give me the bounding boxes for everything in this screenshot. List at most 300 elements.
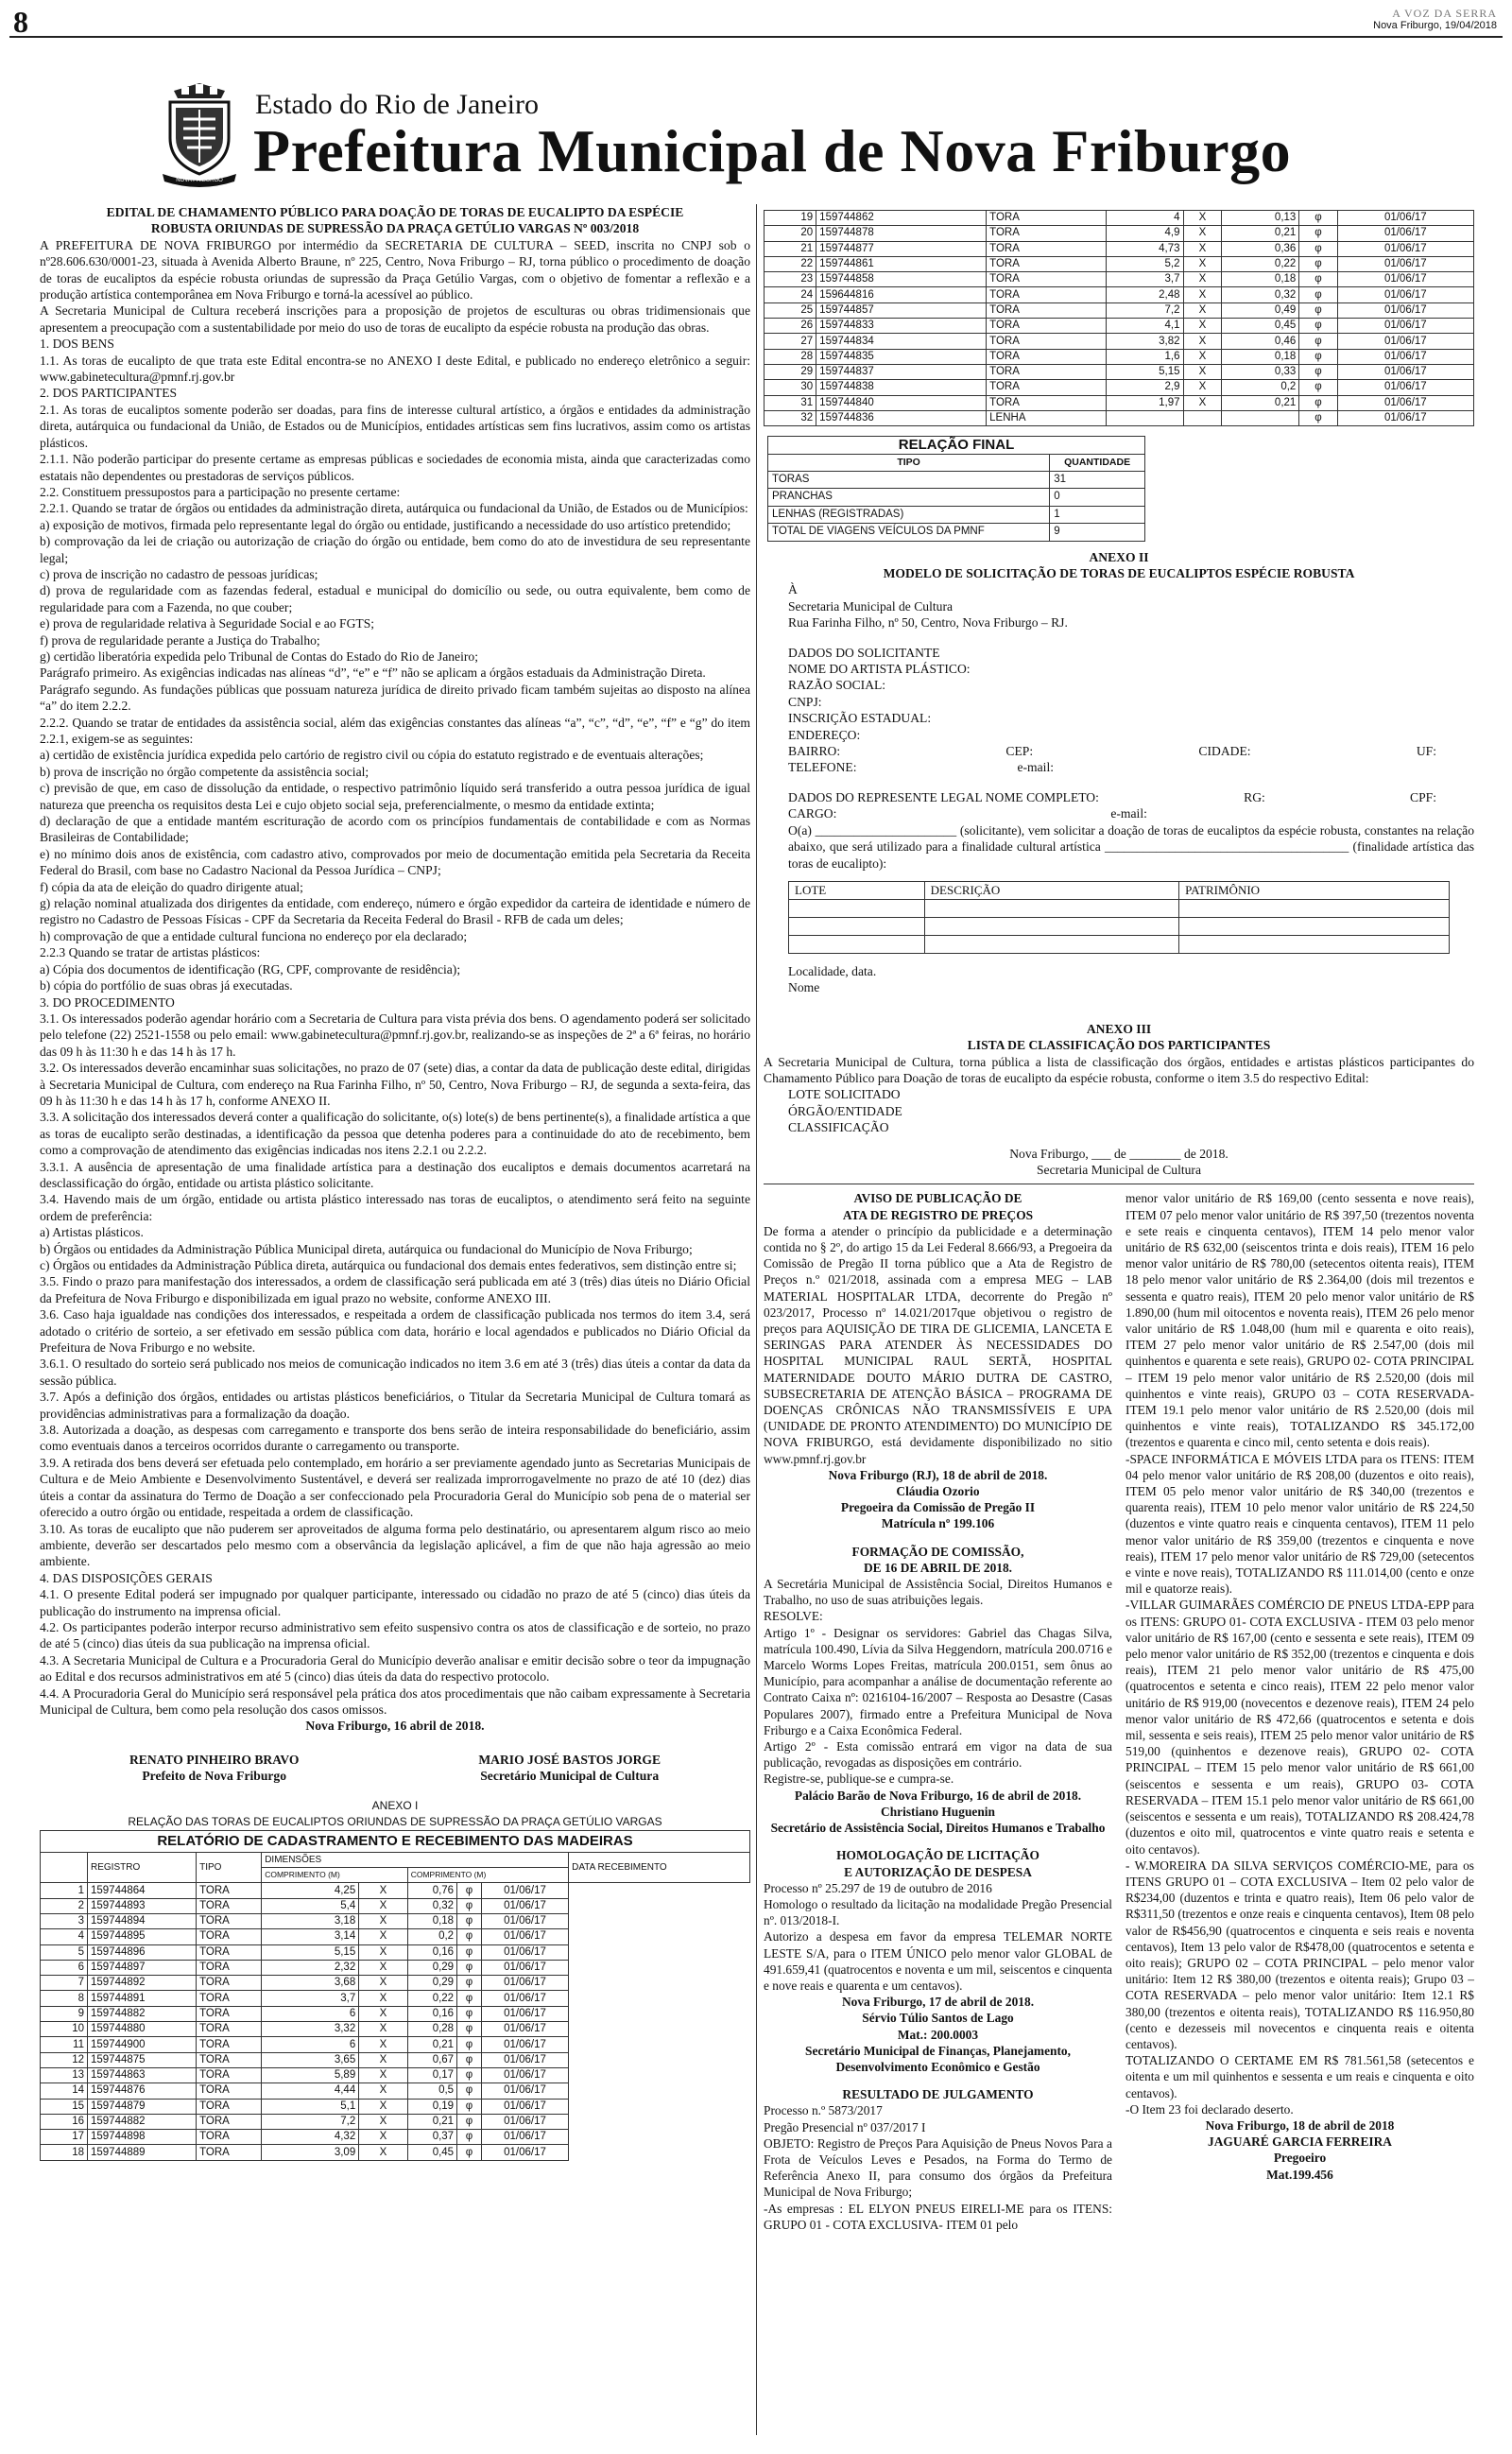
table-row bbox=[41, 1914, 750, 1929]
table-cell: 2,32 bbox=[262, 1960, 359, 1975]
prefeitura-header bbox=[161, 81, 1389, 195]
table-cell: X bbox=[1183, 287, 1222, 302]
request-nome: Nome bbox=[788, 980, 820, 995]
table-cell: X bbox=[1183, 226, 1222, 241]
table-cell: 3,09 bbox=[262, 2145, 359, 2160]
table-cell: TORA bbox=[197, 1898, 262, 1913]
table-cell: 23 bbox=[765, 272, 816, 287]
notices-left: AVISO DE PUBLICAÇÃO DE ATA DE REGISTRO DE PREÇOS De forma a atender o princípio da publicidade e a determinação contida no § 2º, do artigo 15 da Lei Federal 8.666/93, a Pregoeira da Comissão de Pregão II torna público que a Ata de Registro de Preços n.º 021/2018, assinada com a empresa MEG – LAB MATERIAL HOSPITALAR LTDA, decorrente do Pregão nº 023/2017, Processo nº 14.021/2017que objetivou o registro de preços para AQUISIÇÃO DE TIRA DE GLICEMIA, LANCETA E SERINGAS PARA ATENDER ÀS NECESSIDADES DO HOSPITAL MUNICIPAL RAUL SERTÃ, HOSPITAL MATERNIDADE DOUTO MÁRIO DUTRA DE CASTRO, SUBSECRETARIA DE ATENÇÃO BÁSICA – PROGRAMA DE DOENÇAS CRÔNICAS NÃO TRANSMISSÍVEIS E UPA (UNIDADE DE PRONTO ATENDIMENTO) DO MUNICÍPIO DE NOVA FRIBURGO, está devidamente disponibilizado no sitio www.pmnf.rj.gov.br Nova Friburgo (RJ), 18 de abril de 2018. Cláudia Ozorio Pregoeira da Comissão de Pregão II Matrícula nº 199.106 FORMAÇÃO DE COMISSÃO, DE 16 DE ABRIL DE 2018. A Secretária Municipal de Assistência Social, Direitos Humanos e Trabalho, no uso de suas atribuições legais. RESOLVE: Artigo 1º - Designar os servidores: Gabriel das Chagas Silva, matrícula 100.490, Lívia da Silva Heggendorn, matrícula 200.0716 e Marcelo Worms Lopes Freitas, matrícula 200.0151, sem ônus ao Município, para acompanhar a análise de documentação referente ao Contrato Caixa nº: 0216104-16/2007 – Resposta ao Desastre (Casas Populares 2007), firmado entre a Prefeitura Municipal de Nova Friburgo e a Caixa Econômica Federal. Artigo 2º - Esta comissão entrará em vigor na data de sua publicação, revogadas as disposições em contrário. Registre-se, publique-se e cumpra-se. Palácio Barão de Nova Friburgo, 16 de abril de 2018. Christiano Huguenin Secretário de Assistência Social, Direitos Humanos e Trabalho HOMOLOGAÇÃO DE LICITAÇÃO E AUTORIZAÇÃO DE DESPESA Processo nº 25.297 de 19 de outubro de 2016 Homologo o resultado da licitação na modalidade Pregão Presencial nº. 013/2018-I. Autorizo a despesa em favor da empresa TELEMAR NORTE LESTE S/A, para o ITEM ÚNICO pelo menor valor GLOBAL de 491.659,41 (quatrocentos e noventa e um mil, seiscentos e cinquenta e nove reais e quarenta e um centavos). Nova Friburgo, 17 de abril de 2018. Sérvio Túlio Santos de Lago Mat.: 200.0003 Secretário Municipal de Finanças, Planejamento, Desenvolvimento Econômico e Gestão RESULTADO DE JULGAMENTO Processo n.º 5873/2017 Pregão Presencial nº 037/2017 I OBJETO: Registro de Preços Para Aquisição de Pneus Novos Para a Frota de Veículos Leves e Pesados, na Forma do Termo de Referência Anexo II, para consumo dos órgãos da Prefeitura Municipal de Nova Friburgo; -As empresas : EL ELYON PNEUS EIRELI-ME para os ITENS: GRUPO 01 - COTA EXCLUSIVA- ITEM 01 pelo bbox=[764, 1191, 1112, 2232]
table-cell: TORA bbox=[197, 1960, 262, 1975]
table-cell: 0,19 bbox=[407, 2099, 456, 2114]
table-cell: 0 bbox=[1050, 489, 1145, 506]
edital-paragraph: 3.10. As toras de eucalipto que não puderem ser aproveitados de alguma forma pelo destinatário, ou apresentarem algum risco ao meio ambiente, deverão ser descartados pelo mesmo com a observância da legislação aplicável, a fim de que não haja agressão ao meio ambiente. bbox=[40, 1521, 750, 1569]
table-cell: 1,97 bbox=[1106, 395, 1183, 410]
anexo3-subtitle: LISTA DE CLASSIFICAÇÃO DOS PARTICIPANTES bbox=[967, 1038, 1271, 1053]
col-diametro: COMPRIMENTO (M) bbox=[407, 1868, 568, 1883]
table-cell: 01/06/17 bbox=[481, 1960, 568, 1975]
table-cell: X bbox=[1183, 349, 1222, 364]
table-cell: TORA bbox=[197, 2114, 262, 2129]
table-cell: X bbox=[359, 2114, 407, 2129]
table-cell: 159744891 bbox=[88, 1991, 197, 2006]
table-cell: φ bbox=[457, 2145, 482, 2160]
table-cell: φ bbox=[1299, 287, 1337, 302]
table-cell: 159744896 bbox=[88, 1944, 197, 1960]
notices-section bbox=[764, 1190, 1474, 2233]
table-cell: φ bbox=[1299, 364, 1337, 379]
table-cell: TORA bbox=[197, 1914, 262, 1929]
table-cell: 01/06/17 bbox=[481, 2052, 568, 2067]
anexo3-text: A Secretaria Municipal de Cultura, torna pública a lista de classificação dos órgãos, entidades e artistas plásticos participantes do Chamamento Público para Doação de toras de eucalipto da espécie robusta, conforme o item 3.5 do respectivo Edital: bbox=[764, 1054, 1474, 1085]
table-cell: φ bbox=[457, 1914, 482, 1929]
edital-paragraph: f) prova de regularidade perante a Justiça do Trabalho; bbox=[40, 632, 320, 648]
table-cell: 6 bbox=[262, 2037, 359, 2052]
table-cell: φ bbox=[1299, 380, 1337, 395]
table-cell: φ bbox=[1299, 395, 1337, 410]
edital-paragraph: 1. DOS BENS bbox=[40, 337, 114, 352]
edital-paragraph: 2.2.3 Quando se tratar de artistas plásticos: bbox=[40, 945, 261, 960]
table-cell: 159744898 bbox=[88, 2130, 197, 2145]
table-cell: TORA bbox=[987, 380, 1106, 395]
table-cell: 0,67 bbox=[407, 2052, 456, 2067]
table-cell: 159744862 bbox=[816, 211, 987, 226]
edital-paragraph: 3.9. A retirada dos bens deverá ser efetuada pelo contemplado, em horário a ser previamente agendado junto as Secretarias Municipais de Cultura e de Meio Ambiente e Desenvolvimento Sustentável, e deverá ser realizada improrrogavelmente no prazo de até 10 (dez) dias úteis a contar da assinatura do Termo de Doação a ser confeccionado pela Procuradoria Geral do Município sob pena de o material ser oferecido a outro órgão ou entidade, respeitada a ordem de classificação. bbox=[40, 1455, 750, 1520]
edital-paragraph: a) Cópia dos documentos de identificação (RG, CPF, comprovante de residência); bbox=[40, 961, 461, 976]
table-row bbox=[765, 334, 1474, 349]
table-cell: 159744858 bbox=[816, 272, 987, 287]
table-cell: φ bbox=[457, 2006, 482, 2021]
table-cell: 0,13 bbox=[1222, 211, 1299, 226]
edital-paragraph: d) declaração de que a entidade mantém escrituração de acordo com os princípios fundamentais de contabilidade e com as Normas Brasileiras de Contabilidade; bbox=[40, 814, 750, 845]
table-cell: X bbox=[359, 2037, 407, 2052]
table-row bbox=[768, 489, 1145, 506]
table-cell: 159744876 bbox=[88, 2083, 197, 2099]
table-cell: 01/06/17 bbox=[481, 2099, 568, 2114]
table-cell: 32 bbox=[765, 410, 816, 425]
right-column bbox=[764, 210, 1474, 2233]
edital-paragraph: a) certidão de existência jurídica expedida pelo cartório de registro civil ou cópia do estatuto registrado e de eventuais alterações; bbox=[40, 748, 704, 763]
table-cell: φ bbox=[457, 2130, 482, 2145]
table-row bbox=[41, 2006, 750, 2021]
table-cell: 01/06/17 bbox=[481, 2022, 568, 2037]
table-cell: X bbox=[1183, 211, 1222, 226]
table-cell: φ bbox=[1299, 211, 1337, 226]
page-number: 8 bbox=[13, 5, 28, 39]
anexo3-signature: Secretaria Municipal de Cultura bbox=[1036, 1162, 1201, 1177]
table-cell: 159744875 bbox=[88, 2052, 197, 2067]
table-cell: TORA bbox=[987, 256, 1106, 271]
table-cell: 25 bbox=[765, 302, 816, 318]
edital-paragraph: 3.7. Após a definição dos órgãos, entidades ou artistas plásticos beneficiários, o Titular da Secretaria Municipal de Cultura tomará as providências administrativas para a formalização da doação. bbox=[40, 1390, 750, 1421]
table-cell: 3,7 bbox=[262, 1991, 359, 2006]
table-cell: TORAS bbox=[768, 471, 1050, 488]
table-cell: 5,2 bbox=[1106, 256, 1183, 271]
edital-paragraph: 2.1. As toras de eucaliptos somente poderão ser doadas, para fins de interesse cultural artístico, a órgãos e entidades da administração direta, autárquica ou fundacional da União, de Estados ou de Municípios, entidades artísticas sem fins lucrativos, assim como os artistas plásticos. bbox=[40, 402, 750, 450]
table-cell: 159744882 bbox=[88, 2006, 197, 2021]
table-cell: 4,9 bbox=[1106, 226, 1183, 241]
table-cell: 159744878 bbox=[816, 226, 987, 241]
table-cell: 18 bbox=[41, 2145, 88, 2160]
table-row bbox=[41, 1991, 750, 2006]
request-local: Localidade, data. bbox=[788, 963, 877, 978]
edital-paragraph: A Secretaria Municipal de Cultura receberá inscrições para a proposição de projetos de esculturas ou obras tridimensionais que apresentem a preocupação com a sustentabilidade por meio do uso de toras de eucalipto da espécie robusta na produção das obras. bbox=[40, 303, 750, 335]
timber-table bbox=[40, 1852, 750, 2161]
table-cell: 159744880 bbox=[88, 2022, 197, 2037]
table-cell: 3,7 bbox=[1106, 272, 1183, 287]
edital-paragraph: 3.2. Os interessados deverão encaminhar suas solicitações, no prazo de 07 (sete) dias, a contar da data de publicação deste edital, dirigidas à Secretaria Municipal de Cultura, com endereço na Rua Farinha Filho, nº 50, Centro, Nova Friburgo – RJ, de segunda a sexta-feira, das 09 h às 11:30 h e das 14 h às 17 h, conforme ANEXO II. bbox=[40, 1061, 750, 1108]
table-cell: 01/06/17 bbox=[481, 2114, 568, 2129]
table-cell: 159744863 bbox=[88, 2067, 197, 2082]
table-cell: 3,68 bbox=[262, 1976, 359, 1991]
edital-paragraph: 4.2. Os participantes poderão interpor recurso administrativo sem efeito suspensivo contra os atos de classificação e de sorteio, no prazo de até 5 (cinco) dias úteis da sua publicação na imprensa oficial. bbox=[40, 1619, 750, 1651]
table-cell: φ bbox=[1299, 319, 1337, 334]
table-cell: 22 bbox=[765, 256, 816, 271]
left-column bbox=[40, 204, 750, 2161]
table-cell: 159744835 bbox=[816, 349, 987, 364]
table-row bbox=[765, 287, 1474, 302]
table-cell: X bbox=[1183, 272, 1222, 287]
edital-paragraph: e) prova de regularidade relativa à Seguridade Social e ao FGTS; bbox=[40, 616, 375, 631]
edital-paragraph: a) exposição de motivos, firmada pelo representante legal do órgão ou entidade, justificando a necessidade do uso artístico pretendido; bbox=[40, 517, 731, 532]
table-cell: 28 bbox=[765, 349, 816, 364]
table-cell: 5,15 bbox=[262, 1944, 359, 1960]
table-cell: 01/06/17 bbox=[1337, 395, 1473, 410]
table-cell: 30 bbox=[765, 380, 816, 395]
table-cell: 9 bbox=[41, 2006, 88, 2021]
table-cell: 01/06/17 bbox=[481, 2130, 568, 2145]
table-cell: 01/06/17 bbox=[481, 2037, 568, 2052]
edital-paragraph: 3.6. Caso haja igualdade nas condições dos interessados, e respeitada a ordem de classificação publicada nos termos do item 3.4, será adotado o critério de sorteio, a ser efetivado em sessão pública com data, horário e local agendados e publicados no Diário Oficial da Prefeitura de Nova Friburgo e no website. bbox=[40, 1307, 750, 1356]
table-cell: φ bbox=[1299, 256, 1337, 271]
table-cell: 0,37 bbox=[407, 2130, 456, 2145]
table-cell: TORA bbox=[987, 211, 1106, 226]
table-cell: 159744889 bbox=[88, 2145, 197, 2160]
table-cell: TORA bbox=[987, 302, 1106, 318]
table-cell: 1,6 bbox=[1106, 349, 1183, 364]
table-cell: 01/06/17 bbox=[1337, 334, 1473, 349]
table-cell: 5,15 bbox=[1106, 364, 1183, 379]
table-cell: 01/06/17 bbox=[481, 1914, 568, 1929]
table-cell: φ bbox=[1299, 349, 1337, 364]
table-row bbox=[41, 2099, 750, 2114]
anexo3-title: ANEXO III bbox=[1086, 1021, 1152, 1036]
table-row bbox=[765, 302, 1474, 318]
table-cell: TORA bbox=[987, 241, 1106, 256]
table-cell: 27 bbox=[765, 334, 816, 349]
table-cell: X bbox=[359, 2006, 407, 2021]
table-row bbox=[41, 1960, 750, 1975]
anexo1-subtitle: RELAÇÃO DAS TORAS DE EUCALIPTOS ORIUNDAS DE SUPRESSÃO DA PRAÇA GETÚLIO VARGAS bbox=[128, 1815, 662, 1828]
edital-paragraph: 4. DAS DISPOSIÇÕES GERAIS bbox=[40, 1570, 213, 1585]
table-cell: 7,2 bbox=[262, 2114, 359, 2129]
edital-paragraph: A PREFEITURA DE NOVA FRIBURGO por intermédio da SECRETARIA DE CULTURA – SEED, inscrita no CNPJ sob o nº28.606.630/0001-23, situada à Avenida Alberto Braune, nº 225, Centro, Nova Friburgo – RJ, torna público o procedimento de doação de toras de eucaliptos da espécie robusta oriundas de supressão da Praça Getúlio Vargas, com o objetivo de fomentar a reflexão e a produção artística contemporânea em Nova Friburgo e torná-la acessível ao público. bbox=[40, 237, 750, 302]
table-cell: 1 bbox=[1050, 506, 1145, 523]
table-cell: TOTAL DE VIAGENS VEÍCULOS DA PMNF bbox=[768, 524, 1050, 541]
crest-caption: NOVA FRIBURGO bbox=[176, 178, 223, 183]
table-cell: X bbox=[359, 1929, 407, 1944]
table-cell: φ bbox=[1299, 410, 1337, 425]
table-cell: 01/06/17 bbox=[1337, 211, 1473, 226]
table-cell: φ bbox=[457, 1929, 482, 1944]
table-cell: 4,25 bbox=[262, 1883, 359, 1898]
table-cell: φ bbox=[457, 2099, 482, 2114]
table-cell: 01/06/17 bbox=[481, 2083, 568, 2099]
col-data: DATA RECEBIMENTO bbox=[569, 1852, 750, 1883]
table-cell: 0,33 bbox=[1222, 364, 1299, 379]
anexo2-subtitle: MODELO DE SOLICITAÇÃO DE TORAS DE EUCALIPTOS ESPÉCIE ROBUSTA bbox=[883, 566, 1355, 580]
table-cell: 159744879 bbox=[88, 2099, 197, 2114]
table-cell: X bbox=[359, 2067, 407, 2082]
table-cell: 01/06/17 bbox=[1337, 256, 1473, 271]
table-cell: 159744857 bbox=[816, 302, 987, 318]
table-cell: 0,21 bbox=[1222, 226, 1299, 241]
edital-paragraph: 3.1. Os interessados poderão agendar horário com a Secretaria de Cultura para vista prévia dos bens. O agendamento poderá ser solicitado pelo telefone (22) 2521-1558 ou pelo email: www.gabinetecultura@pmnf.rj.gov.br, realizando-se as inspeções de 2ª a 6ª feiras, no horário das 09 h às 11:30 h e das 14 h às 17 h. bbox=[40, 1011, 750, 1059]
top-bar bbox=[9, 6, 1503, 38]
table-cell: TORA bbox=[197, 1929, 262, 1944]
table-cell: TORA bbox=[197, 2037, 262, 2052]
table-cell: 3,18 bbox=[262, 1914, 359, 1929]
col-registro: REGISTRO bbox=[88, 1852, 197, 1883]
anexo3-date: Nova Friburgo, ___ de ________ de 2018. bbox=[1009, 1146, 1228, 1161]
table-cell: TORA bbox=[197, 1944, 262, 1960]
edital-paragraph: d) prova de regularidade com as fazendas federal, estadual e municipal do domicílio ou sede, ou outra equivalente, bem como de regularidade para com a Fazenda, no que couber; bbox=[40, 583, 750, 614]
table-cell: 01/06/17 bbox=[1337, 226, 1473, 241]
table-cell: 159744895 bbox=[88, 1929, 197, 1944]
table-cell: φ bbox=[1299, 226, 1337, 241]
table-cell: 4 bbox=[41, 1929, 88, 1944]
table-row bbox=[765, 364, 1474, 379]
edital-paragraph: 1.1. As toras de eucalipto de que trata este Edital encontra-se no ANEXO I deste Edital, e publicado no endereço eletrônico a seguir: www.gabinetecultura@pmnf.rj.gov.br bbox=[40, 353, 750, 385]
table-row bbox=[41, 1929, 750, 1944]
coat-of-arms-icon bbox=[161, 81, 238, 187]
edital-paragraph: h) comprovação de que a entidade cultural funciona no endereço por ela declarado; bbox=[40, 928, 468, 943]
table-cell: 159744833 bbox=[816, 319, 987, 334]
table-cell: X bbox=[1183, 364, 1222, 379]
table-row bbox=[765, 272, 1474, 287]
table-cell: X bbox=[1183, 241, 1222, 256]
anexo1-title: ANEXO I bbox=[371, 1798, 419, 1812]
table-cell: 01/06/17 bbox=[481, 2006, 568, 2021]
table-cell: 4,73 bbox=[1106, 241, 1183, 256]
table-cell: 8 bbox=[41, 1991, 88, 2006]
table-cell: 5,4 bbox=[262, 1898, 359, 1913]
table-cell: 0,17 bbox=[407, 2067, 456, 2082]
table-cell: 01/06/17 bbox=[481, 1991, 568, 2006]
table-cell: 01/06/17 bbox=[481, 2067, 568, 2082]
table-cell: 01/06/17 bbox=[481, 1944, 568, 1960]
table-cell: 0,16 bbox=[407, 2006, 456, 2021]
prefeitura-title: Prefeitura Municipal de Nova Friburgo bbox=[253, 117, 1292, 184]
edital-paragraph: 2.2.1. Quando se tratar de órgãos ou entidades da administração direta, autárquica ou fundacional da União, de Estados ou de Municípios: bbox=[40, 501, 748, 516]
table-cell: LENHA bbox=[987, 410, 1106, 425]
table-cell: φ bbox=[457, 1960, 482, 1975]
table-cell: 159744836 bbox=[816, 410, 987, 425]
table-cell: 159744882 bbox=[88, 2114, 197, 2129]
table-cell: TORA bbox=[197, 2099, 262, 2114]
table-row bbox=[765, 380, 1474, 395]
table-cell: φ bbox=[457, 2067, 482, 2082]
relacao-final: RELAÇÃO FINAL TIPO QUANTIDADE TORAS 31 PRANCHAS 0 LENHAS (REGISTRADAS) 1 TOTAL DE VIAGENS VEÍCULOS DA PMNF 9 bbox=[767, 436, 1145, 541]
table-cell: LENHAS (REGISTRADAS) bbox=[768, 506, 1050, 523]
table-cell: 6 bbox=[41, 1960, 88, 1975]
table-cell: φ bbox=[1299, 241, 1337, 256]
table-cell: 0,45 bbox=[1222, 319, 1299, 334]
table-row bbox=[41, 1883, 750, 1898]
table-row bbox=[41, 2037, 750, 2052]
table-cell: 2 bbox=[41, 1898, 88, 1913]
table-cell: X bbox=[359, 2083, 407, 2099]
edital-paragraph: 4.4. A Procuradoria Geral do Município será responsável pela prática dos atos procedimentais que não caibam expressamente à Secretaria Municipal de Cultura, bem como pela resolução dos casos omissos. bbox=[40, 1685, 750, 1717]
table-cell bbox=[1183, 410, 1222, 425]
edital-paragraph: 3.8. Autorizada a doação, as despesas com carregamento e transporte dos bens serão de inteira responsabilidade do beneficiário, assim como eventuais danos a terceiros ocorridos durante o carregamento ou transporte. bbox=[40, 1423, 750, 1454]
table-row bbox=[41, 2114, 750, 2129]
table-cell: 0,2 bbox=[1222, 380, 1299, 395]
table-cell: TORA bbox=[197, 2083, 262, 2099]
edital-paragraph: c) prova de inscrição no cadastro de pessoas jurídicas; bbox=[40, 566, 318, 581]
table-row bbox=[41, 2022, 750, 2037]
table-cell: 01/06/17 bbox=[481, 1898, 568, 1913]
table-cell: 0,21 bbox=[407, 2037, 456, 2052]
table-cell: 24 bbox=[765, 287, 816, 302]
table-cell: 01/06/17 bbox=[1337, 302, 1473, 318]
table-cell: 3,82 bbox=[1106, 334, 1183, 349]
table-row bbox=[765, 319, 1474, 334]
anexo1-table-title: RELATÓRIO DE CADASTRAMENTO E RECEBIMENTO DAS MADEIRAS bbox=[40, 1830, 750, 1851]
table-cell bbox=[1106, 410, 1183, 425]
table-cell: φ bbox=[1299, 302, 1337, 318]
table-cell: TORA bbox=[987, 272, 1106, 287]
table-cell: 7,2 bbox=[1106, 302, 1183, 318]
table-cell: 0,28 bbox=[407, 2022, 456, 2037]
table-cell: X bbox=[359, 2052, 407, 2067]
edital-paragraph: 3.6.1. O resultado do sorteio será publicado nos meios de comunicação indicados no item 3.6 em até 3 (três) dias úteis a contar da data da sessão pública. bbox=[40, 1357, 750, 1388]
table-cell: X bbox=[1183, 319, 1222, 334]
table-cell: 19 bbox=[765, 211, 816, 226]
table-cell: 15 bbox=[41, 2099, 88, 2114]
table-cell: 01/06/17 bbox=[1337, 364, 1473, 379]
table-row bbox=[41, 1898, 750, 1913]
notices-right: menor valor unitário de R$ 169,00 (cento sessenta e nove reais), ITEM 07 pelo menor valor unitário de R$ 397,50 (trezentos noventa e sete reais e cinquenta centavos), ITEM 14 pelo menor valor unitário de R$ 632,00 (seiscentos trinta e dois reais), ITEM 16 pelo menor valor unitário de R$ 780,00 (setecentos oitenta reais), ITEM 18 pelo menor valor unitário de R$ 2.364,00 (dois mil trezentos e sessenta e quatro reais), ITEM 20 pelo menor valor unitário de R$ 1.890,00 (hum mil oitocentos e noventa reais), ITEM 26 pelo menor valor unitário de R$ 1.048,00 (hum mil e quarenta e oito reais), ITEM 27 pelo menor valor unitário de R$ 2.547,00 (dois mil quinhentos e quarenta e sete reais), GRUPO 02- COTA PRINCIPAL – ITEM 19 pelo menor valor unitário de R$ 2.520,00 (dois mil quinhentos e vinte reais), GRUPO 03 – COTA RESERVADA- ITEM 19.1 pelo menor valor unitário de R$ 2.520,00 (dois mil quinhentos e vinte reais), TOTALIZANDO R$ 345.172,00 (trezentos e quarenta e cinco mil, cento setenta e dois reais). -SPACE INFORMÁTICA E MÓVEIS LTDA para os ITENS: ITEM 04 pelo menor valor unitário de R$ 208,00 (duzentos e oito reais), ITEM 05 pelo menor valor unitário de R$ 340,00 (trezentos e quarenta reais), ITEM 10 pelo menor valor unitário de R$ 224,50 (duzentos e vinte quatro reais e cinquenta centavos), ITEM 11 pelo menor valor unitário de R$ 359,00 (trezentos e cinquenta e nove reais), ITEM 17 pelo menor valor unitário de R$ 729,00 (setecentos e vinte e nove reais), TOTALIZANDO R$ 111.014,00 (cento e onze mil e quatorze reais). -VILLAR GUIMARÃES COMÉRCIO DE PNEUS LTDA-EPP para os ITENS: GRUPO 01- COTA EXCLUSIVA - ITEM 03 pelo menor valor unitário de R$ 167,00 (cento e sessenta e sete reais), ITEM 09 pelo menor valor unitário de R$ 352,00 (trezentos e cinquenta e dois reais), ITEM 21 pelo menor valor unitário de R$ 475,00 (quatrocentos e setenta e cinco reais), ITEM 22 pelo menor valor unitário de R$ 919,00 (novecentos e dezenove reais), ITEM 24 pelo menor valor unitário de R$ 472,66 (quatrocentos e setenta e dois mil, sessenta e seis reais), ITEM 25 pelo menor valor unitário de R$ 519,00 (quinhentos e dezenove reais), GRUPO 02- COTA PRINCIPAL – ITEM 15 pelo menor valor unitário de R$ 661,00 (seiscentos e sessenta e um reais), GRUPO 03- COTA RESERVADA – ITEM 15.1 pelo menor valor unitário de R$ 661,00 (seiscentos e sessenta e um reais), TOTALIZANDO R$ 208.424,78 (duzentos e oito mil, quatrocentos e vinte quatro reais e setenta e oito centavos). - W.MOREIRA DA SILVA SERVIÇOS COMÉRCIO-ME, para os ITENS GRUPO 01 – COTA EXCLUSIVA – Item 02 pelo valor de R$234,00 (duzentos e trinta e quatro reais), Item 06 pelo valor de R$311,50 (trezentos e onze reais e cinquenta centavos), Item 08 pelo valor de R$456,90 (quatrocentos e cinquenta e seis reais e noventa centavos), Item 13 pelo valor de R$478,00 (quatrocentos e setenta e oito reais); GRUPO 02 – COTA PRINCIPAL – pelo menor valor unitário: Item 12 R$ 380,00 (trezentos e oitenta reais); Grupo 03 – COTA RESERVADA – pelo menor valor unitário: Item 12.1 R$ 380,00 (trezentos e oitenta reais), TOTALIZANDO R$ 116.950,80 (cento e dezesseis mil novecentos e cinquenta reais e oitenta centavos). TOTALIZANDO O CERTAME EM R$ 781.561,58 (setecentos e oitenta e um mil quinhentos e sessenta e um reais e cinquenta e oito centavos). -O Item 23 foi declarado deserto. Nova Friburgo, 18 de abril de 2018 JAGUARÉ GARCIA FERREIRA Pregoeiro Mat.199.456 bbox=[1125, 1191, 1474, 2182]
table-cell: 01/06/17 bbox=[481, 1883, 568, 1898]
edital-paragraph: g) certidão liberatória expedida pelo Tribunal de Contas do Estado do Rio de Janeiro; bbox=[40, 648, 478, 664]
table-cell: PRANCHAS bbox=[768, 489, 1050, 506]
signature-secretario: MARIO JOSÉ BASTOS JORGE Secretário Municipal de Cultura bbox=[478, 1752, 662, 1784]
table-cell: 0,21 bbox=[407, 2114, 456, 2129]
edital-paragraph: 4.1. O presente Edital poderá ser impugnado por qualquer participante, interessado ou cidadão no prazo de até 5 (cinco) dias úteis da publicação do instrumento na imprensa oficial. bbox=[40, 1587, 750, 1618]
table-cell: 0,18 bbox=[407, 1914, 456, 1929]
edital-paragraph: b) comprovação da lei de criação ou autorização de criação do órgão ou entidade, bem como do ato de investidura de seu representante legal; bbox=[40, 534, 750, 565]
table-cell: 11 bbox=[41, 2037, 88, 2052]
aviso-text: De forma a atender o princípio da publicidade e a determinação contida no § 2º, do artigo 15 da Lei Federal 8.666/93, a Pregoeira da Comissão de Pregão II torna público que a Ata de Registro de Preços n.º 021/2018, assinada com a empresa MEG – LAB MATERIAL HOSPITALAR LTDA, decorrente do Pregão nº 023/2017, Processo nº 14.021/2017que objetivou o registro de preços para AQUISIÇÃO DE TIRA DE GLICEMIA, LANCETA E SERINGAS PARA ATENDER ÀS NECESSIDADES DO HOSPITAL MUNICIPAL RAUL SERTÃ, HOSPITAL MATERNIDADE DOUTO MÁRIO DUTRA DE CASTRO, SUBSECRETARIA DE ATENÇÃO BÁSICA – PROGRAMA DE DOENÇAS CRÔNICAS NÃO TRANSMISSÍVEIS E UPA (UNIDADE DE PRONTO ATENDIMENTO) DO MUNICÍPIO DE NOVA FRIBURGO, está devidamente disponibilizado no sitio www.pmnf.rj.gov.br bbox=[764, 1223, 1112, 1466]
table-cell: 3,65 bbox=[262, 2052, 359, 2067]
table-cell: 4,44 bbox=[262, 2083, 359, 2099]
table-cell: 5,1 bbox=[262, 2099, 359, 2114]
table-cell: X bbox=[359, 1976, 407, 1991]
table-cell: φ bbox=[457, 2037, 482, 2052]
edital-paragraph: Parágrafo segundo. As fundações públicas que possuam natureza jurídica de direito privado ficam também sujeitas ao disposto na alínea “a” do item 2.2.2. bbox=[40, 682, 750, 714]
table-cell: TORA bbox=[987, 349, 1106, 364]
table-row bbox=[41, 2067, 750, 2082]
col-dimensoes: DIMENSÕES bbox=[262, 1852, 569, 1867]
table-cell: 159744893 bbox=[88, 1898, 197, 1913]
edital-paragraph: 2. DOS PARTICIPANTES bbox=[40, 386, 178, 401]
edital-paragraph: 3.5. Findo o prazo para manifestação dos interessados, a ordem de classificação será publicada em até 3 (três) dias úteis no Diário Oficial da Prefeitura de Nova Friburgo e disponibilizada em igual prazo no website, conforme ANEXO III. bbox=[40, 1274, 750, 1305]
col-tipo: TIPO bbox=[197, 1852, 262, 1883]
table-row bbox=[765, 395, 1474, 410]
table-cell: 01/06/17 bbox=[1337, 319, 1473, 334]
table-cell: TORA bbox=[987, 226, 1106, 241]
table-cell: TORA bbox=[197, 2052, 262, 2067]
edital-paragraph: 3.3. A solicitação dos interessados deverá conter a qualificação do solicitante, o(s) lote(s) de bens pertinente(s), a finalidade artística a que as toras de eucalipto serão destinadas, a identificação da pessoa que detenha poderes para a continuidade do ato de recebimento, bem como a comprovação de atendimento das exigências indicadas nos itens 2.2.1 ou 2.2.2. bbox=[40, 1110, 750, 1158]
table-cell: TORA bbox=[197, 1991, 262, 2006]
timber-table-continued bbox=[764, 210, 1474, 426]
table-cell: X bbox=[359, 1914, 407, 1929]
anexo2-title: ANEXO II bbox=[1089, 549, 1149, 564]
table-cell: 1 bbox=[41, 1883, 88, 1898]
table-cell: 21 bbox=[765, 241, 816, 256]
edital-paragraph: a) Artistas plásticos. bbox=[40, 1225, 144, 1240]
table-cell: TORA bbox=[987, 287, 1106, 302]
edital-body bbox=[40, 237, 750, 1719]
table-cell: 0,22 bbox=[407, 1991, 456, 2006]
edital-paragraph: b) cópia do portfólio de suas obras já executadas. bbox=[40, 978, 293, 994]
masthead bbox=[1373, 8, 1497, 32]
table-cell: 159744861 bbox=[816, 256, 987, 271]
table-cell: 0,22 bbox=[1222, 256, 1299, 271]
table-cell: X bbox=[359, 2022, 407, 2037]
edital-paragraph: c) previsão de que, em caso de dissolução da entidade, o respectivo patrimônio líquido será transferido a outra pessoa jurídica de igual natureza que preencha os requisitos desta Lei e cujo objeto social seja, preferencialmente, o mesmo da entidade extinta; bbox=[40, 781, 750, 812]
table-cell: TORA bbox=[197, 2022, 262, 2037]
table-cell: 0,76 bbox=[407, 1883, 456, 1898]
table-cell: φ bbox=[457, 2022, 482, 2037]
table-row bbox=[768, 506, 1145, 523]
table-row bbox=[765, 211, 1474, 226]
table-cell: 9 bbox=[1050, 524, 1145, 541]
table-cell: 159744894 bbox=[88, 1914, 197, 1929]
column-divider bbox=[756, 204, 757, 2435]
table-cell: φ bbox=[457, 2052, 482, 2067]
signature-prefeito: RENATO PINHEIRO BRAVO Prefeito de Nova Friburgo bbox=[129, 1752, 300, 1784]
state-name: Estado do Rio de Janeiro bbox=[255, 89, 539, 120]
table-cell: 6 bbox=[262, 2006, 359, 2021]
edital-paragraph: 2.1.1. Não poderão participar do presente certame as empresas públicas e sociedades de economia mista, ainda que caracterizadas como estatais não dependentes ou prestadoras de serviços públicos. bbox=[40, 452, 750, 483]
table-cell: φ bbox=[457, 1944, 482, 1960]
table-cell: 01/06/17 bbox=[1337, 241, 1473, 256]
table-cell: 159744892 bbox=[88, 1976, 197, 1991]
table-row bbox=[765, 410, 1474, 425]
table-cell: 13 bbox=[41, 2067, 88, 2082]
table-cell: X bbox=[1183, 302, 1222, 318]
table-cell: 7 bbox=[41, 1976, 88, 1991]
table-row bbox=[768, 524, 1145, 541]
table-cell: 159744864 bbox=[88, 1883, 197, 1898]
table-cell: 31 bbox=[1050, 471, 1145, 488]
table-cell: φ bbox=[1299, 334, 1337, 349]
edital-place-date: Nova Friburgo, 16 abril de 2018. bbox=[305, 1719, 485, 1734]
edital-paragraph: f) cópia da ata de eleição do quadro dirigente atual; bbox=[40, 879, 303, 894]
table-cell: φ bbox=[1299, 272, 1337, 287]
table-cell: 01/06/17 bbox=[1337, 349, 1473, 364]
table-cell: TORA bbox=[987, 395, 1106, 410]
table-cell: 0,49 bbox=[1222, 302, 1299, 318]
table-cell: X bbox=[359, 2130, 407, 2145]
table-cell: 01/06/17 bbox=[1337, 410, 1473, 425]
table-cell: 01/06/17 bbox=[1337, 380, 1473, 395]
request-form: À Secretaria Municipal de Cultura Rua Farinha Filho, nº 50, Centro, Nova Friburgo – RJ. DADOS DO SOLICITANTE NOME DO ARTISTA PLÁSTICO: RAZÃO SOCIAL: CNPJ: INSCRIÇÃO ESTADUAL: ENDEREÇO: BAIRRO: CEP: CIDADE: UF: TELEFONE: e-mail: DADOS DO REPRESENTE LEGAL NOME COMPLETO: RG: CPF: CARGO: e-mail: bbox=[788, 582, 1436, 821]
table-cell: X bbox=[359, 2099, 407, 2114]
table-cell: 17 bbox=[41, 2130, 88, 2145]
col-comprimento: COMPRIMENTO (M) bbox=[262, 1868, 408, 1883]
table-row bbox=[41, 2130, 750, 2145]
